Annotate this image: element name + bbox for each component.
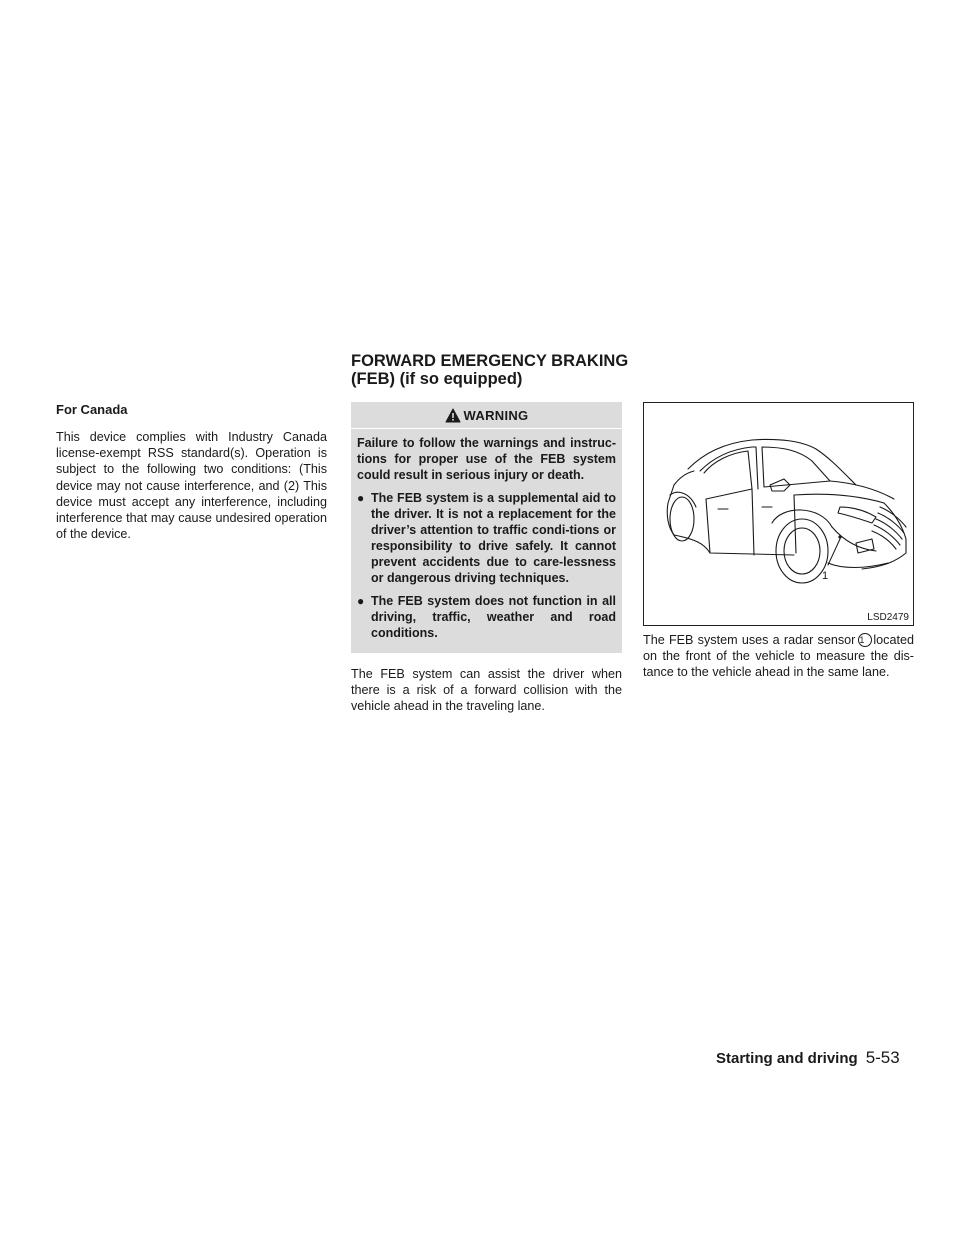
page-number: 5-53 <box>865 1048 900 1067</box>
left-column <box>56 402 327 542</box>
section-heading <box>351 352 651 388</box>
feb-assist-paragraph: The FEB system can assist the driver when there is a risk of a forward collision with the vehicle ahead in the traveling lane. <box>351 667 622 714</box>
warning-box <box>351 402 622 653</box>
figure-code: LSD2479 <box>867 612 909 623</box>
warning-title: WARNING <box>463 407 529 423</box>
car-front-illustration <box>644 403 913 625</box>
section-heading-line2: (FEB) (if so equipped) <box>351 370 523 388</box>
section-heading-line1: FORWARD EMERGENCY BRAKING <box>351 352 629 370</box>
page-footer <box>716 1048 900 1068</box>
chapter-title: Starting and driving <box>716 1050 858 1067</box>
middle-column <box>351 402 622 715</box>
canada-compliance-paragraph: This device complies with Industry Canada license-exempt RSS standard(s). Operation is subject to the following two conditions: (This device may not cause interference, and (2) This device must accept any interference, including interference that may cause undesired operation of the device. <box>56 430 327 542</box>
warning-item <box>357 593 616 641</box>
figure-callout-1: 1 <box>822 570 829 582</box>
warning-item-text: The FEB system does not function in all driving, traffic, weather and road conditions. <box>371 594 616 640</box>
warning-item <box>357 490 616 586</box>
car-figure <box>643 402 914 626</box>
right-column <box>643 402 914 681</box>
warning-intro: Failure to follow the warnings and instruc-tions for proper use of the FEB system could result in serious injury or death. <box>357 436 616 482</box>
callout-1-badge: 1 <box>858 633 872 647</box>
warning-item-text: The FEB system is a supplemental aid to the driver. It is not a replacement for the driver’s attention to traffic condi-tions or responsibility to drive safely. It cannot prevent accidents due to care-lessness or dangerous driving techniques. <box>371 491 616 585</box>
radar-text-before: The FEB system uses a radar sensor <box>643 633 856 647</box>
radar-text-after: located on the front of the vehicle to measure the dis-tance to the vehicle ahead in the same lane. <box>643 633 914 680</box>
subheading-for-canada: For Canada <box>56 402 128 417</box>
warning-triangle-icon <box>445 408 461 423</box>
bullet-icon: ● <box>357 491 365 505</box>
warning-header <box>351 402 622 429</box>
radar-sensor-paragraph <box>643 632 914 681</box>
bullet-icon: ● <box>357 594 365 608</box>
